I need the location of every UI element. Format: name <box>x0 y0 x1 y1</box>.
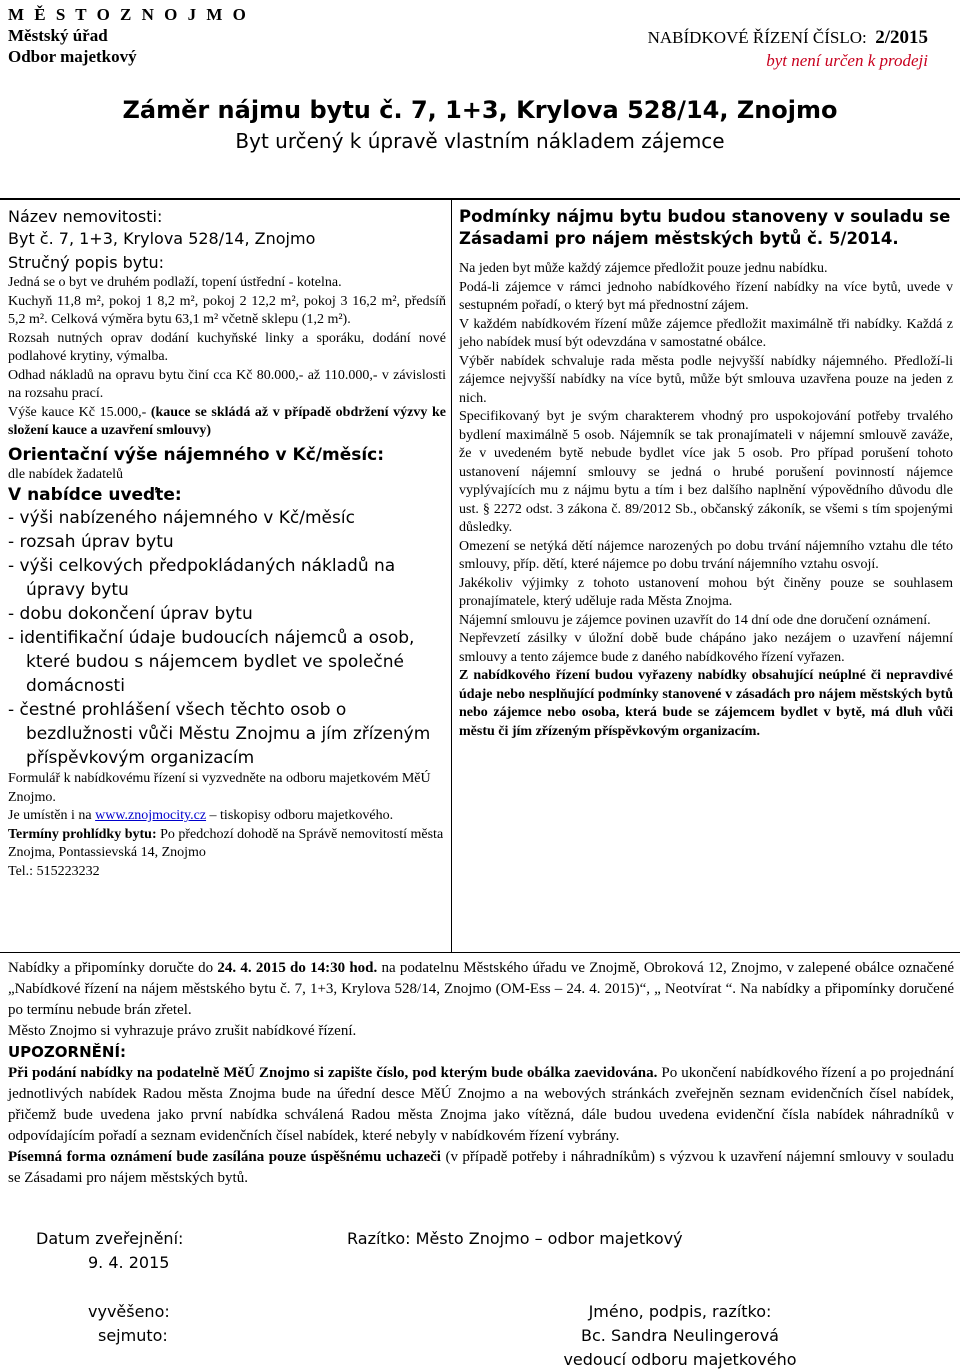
property-name-label: Název nemovitosti: <box>8 207 163 226</box>
warning-label: UPOZORNĚNÍ: <box>8 1043 127 1061</box>
viewing-text: Po předchozí dohodě na Správě nemovitostí města Znojma, Pontassievská 14, Znojmo <box>8 826 444 860</box>
condition-paragraph: Specifikovaný byt je svým charakterem vhodný pro uspokojování potřeby trvalého bydlení maximálně 5 osob. Nájemník se tak pronajímateli v nájemní smlouvě zaváže, že v uvedeném bytě nebude bydlet více jak 5 osob. Pro případ porušení tohoto ustanovení nájemní smlouvy se jedná o hrubé porušení povinností nájemce vyplývajících mu z nájmu bytu a tím i bez dalšího naplnění výpovědního důvodu dle ust. § 2272 odst. 3 zákona č. 89/2012 Sb., občanský zákoník, se všemi s tím spojenými důsledky. <box>459 409 953 535</box>
publish-date-label: Datum zveřejnění: <box>36 1229 184 1248</box>
list-item: - rozsah úprav bytu <box>8 530 446 554</box>
removed-label: sejmuto: <box>98 1326 168 1345</box>
deposit-note: (kauce se skládá až v případě obdržení výzvy ke složení kauce a uzavření smlouvy) <box>8 404 446 438</box>
publish-date-value: 9. 4. 2015 <box>88 1253 170 1272</box>
viewing-info <box>8 826 446 863</box>
document-subtitle: Byt určený k úpravě vlastním nákladem zájemce <box>235 129 725 153</box>
condition-paragraph: Nepřevzetí zásilky v úložní době bude chápáno jako nezájem o uzavření nájemní smlouvy a tento zájemce bude z daného nabídkového řízení vyřazen. <box>459 631 953 665</box>
list-item: - identifikační údaje budoucích nájemců a osob, které budou s nájemcem bydlet ve společné domácnosti <box>8 626 446 698</box>
tender-label: NABÍDKOVÉ ŘÍZENÍ ČÍSLO: <box>647 28 867 47</box>
website-link[interactable]: www.znojmocity.cz <box>95 808 207 823</box>
viewing-label: Termíny prohlídky bytu: <box>8 826 157 842</box>
description-label: Stručný popis bytu: <box>8 253 165 272</box>
condition-paragraph: Jakékoliv výjimky z tohoto ustanovení mohou být činěny pouze se souhlasem pronajímatele, který uděluje rada Města Znojma. <box>459 575 953 609</box>
exclusion-notice: Z nabídkového řízení budou vyřazeny nabídky obsahující neúplné či nepravdivé údaje nebo nesplňující podmínky stanovené v zásadách pro nájem městských bytů nebo zájemce nebo osoba, která bude se zájemcem bydlet v bytě, má dluh vůči městu či jím zřízeným příspěvkovým organizacím. <box>459 668 953 739</box>
list-item: - dobu dokončení úprav bytu <box>8 602 446 626</box>
offer-requirements-list <box>8 506 446 770</box>
warning-text: Při podání nabídky na podatelně MěÚ Znojmo si zapište číslo, pod kterým bude obálka zaevidována. Po ukončení nabídkového řízení a po projednání jednotlivých nabídek Radou města Znojma bude na úřední desce MěÚ Znojmo a na webových stránkách zveřejněn seznam evidenčních čísel nabídek, přičemž bude uvedena jako první nabídka schválená Radou města Znojma jako vítězná, dále budou uvedena evidenční čísla nabídek náhradníků v odpovídajícím pořadí a seznam evidenčních čísel nabídek, které nebyly v nabídkovém řízení vybrány. <box>8 1065 954 1144</box>
header-left <box>8 4 249 67</box>
signatory-role: vedoucí odboru majetkového <box>563 1350 797 1369</box>
description-floor: Jedná se o byt ve druhém podlaží, topení ústřední - kotelna. <box>8 275 342 290</box>
condition-paragraph: Omezení se netýká dětí nájemce narozených po dobu trvání nájemního vztahu dle této smlouvy, příp. dětí, které nájemce po dobu trvání nájemního vztahu osvojí. <box>459 538 953 572</box>
notification-info: Písemná forma oznámení bude zasílána pouze úspěšnému uchazeči (v případě potřeby i náhradníkům) s výzvou k uzavření nájemní smlouvy v souladu se Zásadami pro nájem městských bytů. <box>8 1149 955 1186</box>
condition-paragraph: Podá-li zájemce v rámci jednoho nabídkového řízení nabídky na více bytů, uvede v sestupném pořadí, o který byt má přednostní zájem. <box>459 279 953 313</box>
property-name-value: Byt č. 7, 1+3, Krylova 528/14, Znojmo <box>8 229 316 248</box>
signatory-name: Bc. Sandra Neulingerová <box>581 1326 779 1345</box>
document-title: Záměr nájmu bytu č. 7, 1+3, Krylova 528/14, Znojmo <box>122 96 838 124</box>
delivery-info: Nabídky a připomínky doručte do 24. 4. 2015 do 14:30 hod. na podatelnu Městského úřadu ve Znojmě, Obroková 12, Znojmo, v zalepené obálce označené „Nabídkové řízení na nájem městského bytu č. 7, 1+3, Krylova 528/14, Znojmo (OM-Ess – 24. 4. 2015)“, „ Neotvírat “. Na nabídky a připomínky doručené po termínu nebude brán zřetel. <box>8 960 954 1018</box>
not-for-sale-note: byt není určen k prodeji <box>766 51 928 70</box>
tender-number: 2/2015 <box>875 27 928 48</box>
city-name: M Ě S T O Z N O J M O <box>8 5 249 24</box>
left-column <box>8 206 446 881</box>
bottom-section <box>8 958 954 1189</box>
form-location: Je umístěn i na www.znojmocity.cz – tiskopisy odboru majetkového. <box>8 808 394 823</box>
stamp-label: Razítko: Město Znojmo – odbor majetkový <box>347 1229 683 1248</box>
description-cost-estimate: Odhad nákladů na opravu bytu činí cca Kč 80.000,- až 110.000,- v závislosti na rozsahu prací. <box>8 367 446 401</box>
column-divider <box>451 200 452 952</box>
office-name: Městský úřad <box>8 26 108 45</box>
delivery-deadline: 24. 4. 2015 do 14:30 hod. <box>217 960 378 976</box>
section-divider <box>0 952 960 953</box>
condition-paragraph: Nájemní smlouvu je zájemce povinen uzavřít do 14 dní ode dne doručení oznámení. <box>459 612 931 628</box>
list-item: - čestné prohlášení všech těchto osob o bezdlužnosti vůči Městu Znojmu a jím zřízeným příspěvkovým organizacím <box>8 698 446 770</box>
header-right <box>648 26 928 72</box>
phone-number: Tel.: 515223232 <box>8 863 100 879</box>
posted-label: vyvěšeno: <box>88 1302 170 1321</box>
deposit-info <box>8 404 446 441</box>
condition-paragraph: Výběr nabídek schvaluje rada města podle nejvyšší nabídky nájemného. Předloží-li zájemce nejvyšší nabídky na více bytů, může být smlouva uzavřena pouze na jeden z nich. <box>459 353 953 406</box>
department-name: Odbor majetkový <box>8 47 137 66</box>
rent-value: dle nabídek žadatelů <box>8 466 124 482</box>
deposit-amount: Výše kauce Kč 15.000,- <box>8 404 151 420</box>
right-column <box>459 206 953 741</box>
condition-paragraph: Na jeden byt může každý zájemce předložit pouze jednu nabídku. <box>459 261 828 276</box>
signature-label: Jméno, podpis, razítko: <box>588 1302 772 1321</box>
description-repairs: Rozsah nutných oprav dodání kuchyňské linky a sporáku, dodání nové podlahové krytiny, výmalba. <box>8 330 446 364</box>
rent-label: Orientační výše nájemného v Kč/měsíc: <box>8 444 385 465</box>
list-item: - výši nabízeného nájemného v Kč/měsíc <box>8 506 446 530</box>
description-rooms: Kuchyň 11,8 m², pokoj 1 8,2 m², pokoj 2 12,2 m², pokoj 3 16,2 m², předsíň 5,2 m². Celková výměra bytu 63,1 m² včetně sklepu (1,2 m²). <box>8 293 446 327</box>
offer-label: V nabídce uveďte: <box>8 485 182 505</box>
reserve-right: Město Znojmo si vyhrazuje právo zrušit nabídkové řízení. <box>8 1023 357 1039</box>
conditions-heading: Podmínky nájmu bytu budou stanoveny v souladu se Zásadami pro nájem městských bytů č. 5/2014. <box>459 207 951 248</box>
list-item: - výši celkových předpokládaných nákladů na úpravy bytu <box>8 554 446 602</box>
condition-paragraph: V každém nabídkovém řízení může zájemce předložit maximálně tři nabídky. Každá z jeho nabídek musí být odevzdána v samostatné obálce. <box>459 316 953 350</box>
form-info: Formulář k nabídkovému řízení si vyzvedněte na odboru majetkovém MěÚ Znojmo. <box>8 771 431 805</box>
